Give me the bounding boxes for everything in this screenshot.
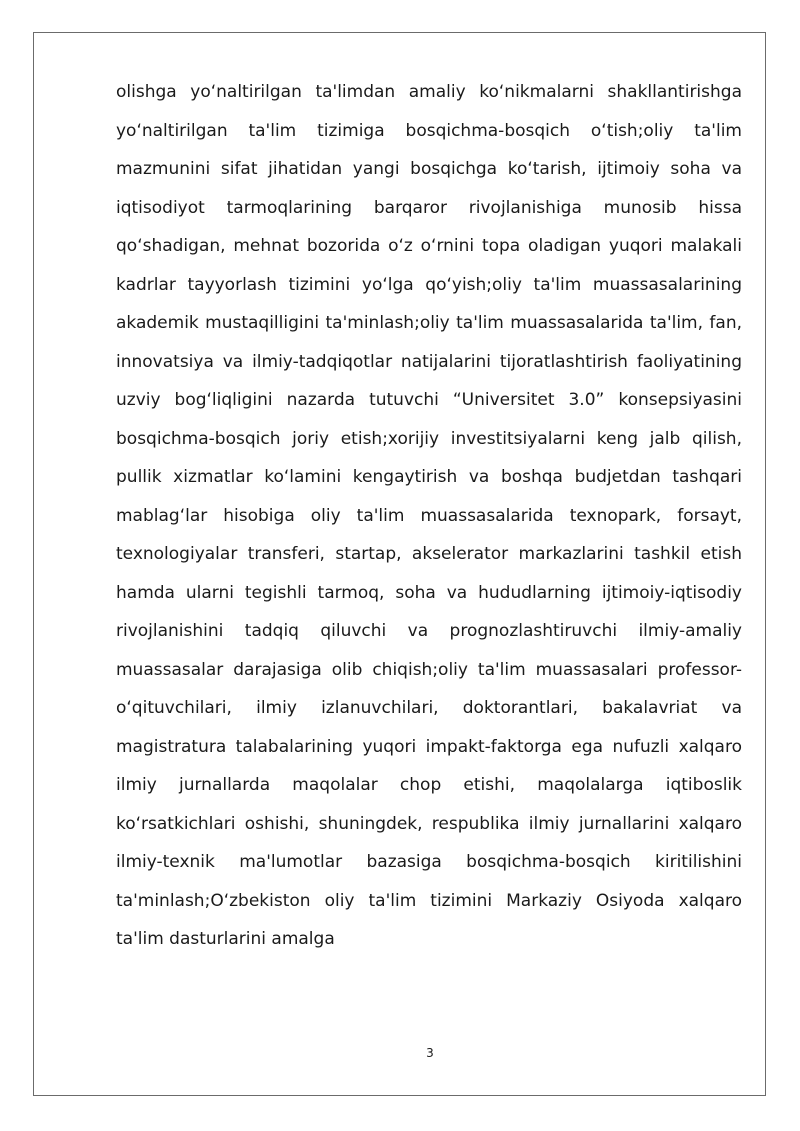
page-number: 3 (426, 1046, 434, 1060)
body-paragraph: olishga yo‘naltirilgan ta'limdan amaliy ko‘nikmalarni shakllantirishga yo‘naltirilgan ta'lim tizimiga bosqichma-bosqich o‘tish;oliy ta'lim mazmunini sifat jihatidan yangi bosqichga ko‘tarish, ijtimoiy soha va iqtisodiyot tarmoqlarining barqaror rivojlanishiga munosib hissa qo‘shadigan, mehnat bozorida o‘z o‘rnini topa oladigan yuqori malakali kadrlar tayyorlash tizimini yo‘lga qo‘yish;oliy ta'lim muassasalarining akademik mustaqilligini ta'minlash;oliy ta'lim muassasalarida ta'lim, fan, innovatsiya va ilmiy-tadqiqotlar natijalarini tijoratlashtirish faoliyatining uzviy bog‘liqligini nazarda tutuvchi “Universitet 3.0” konsepsiyasini bosqichma-bosqich joriy etish;xorijiy investitsiyalarni keng jalb qilish, pullik xizmatlar ko‘lamini kengaytirish va boshqa budjetdan tashqari mablag‘lar hisobiga oliy ta'lim muassasalarida texnopark, forsayt, texnologiyalar transferi, startap, akselerator markazlarini tashkil etish hamda ularni tegishli tarmoq, soha va hududlarning ijtimoiy-iqtisodiy rivojlanishini tadqiq qiluvchi va prognozlashtiruvchi ilmiy-amaliy muassasalar darajasiga olib chiqish;oliy ta'lim muassasalari professor-o‘qituvchilari, ilmiy izlanuvchilari, doktorantlari, bakalavriat va magistratura talabalarining yuqori impakt-faktorga ega nufuzli xalqaro ilmiy jurnallarda maqolalar chop etishi, maqolalarga iqtiboslik ko‘rsatkichlari oshishi, shuningdek, respublika ilmiy jurnallarini xalqaro ilmiy-texnik ma'lumotlar bazasiga bosqichma-bosqich kiritilishini ta'minlash;O‘zbekiston oliy ta'lim tizimini Markaziy Osiyoda xalqaro ta'lim dasturlarini amalga (116, 82, 742, 949)
